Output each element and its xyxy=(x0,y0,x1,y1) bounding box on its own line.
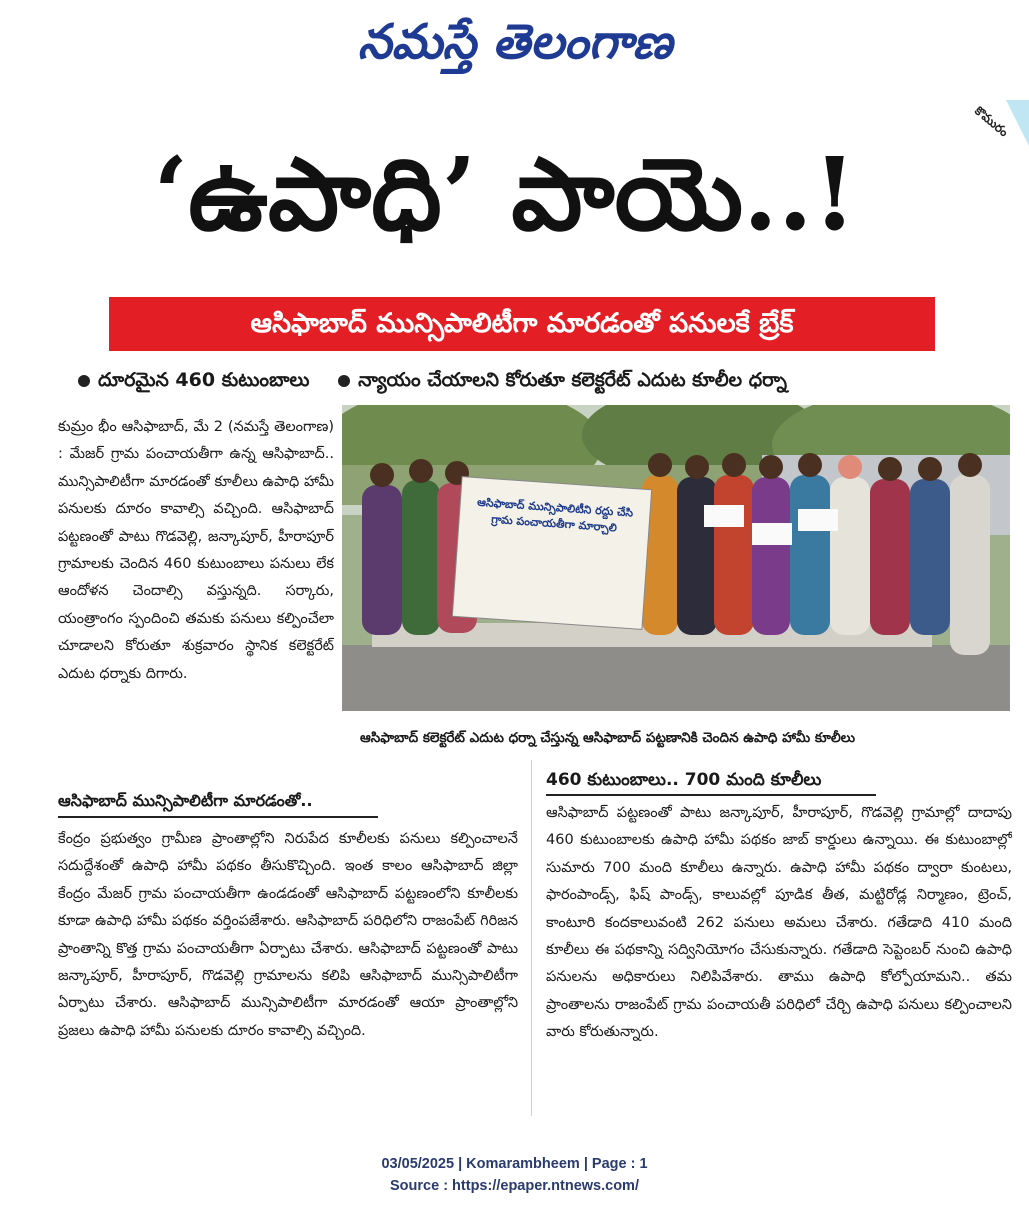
section-heading: 460 కుటుంబాలు.. 700 మంది కూలీలు xyxy=(546,766,876,796)
photo-banner-text: ఆసిఫాబాద్ మున్సిపాలిటీని రద్దు చేసి గ్రామ పంచాయతీగా మార్చాలి xyxy=(476,495,634,535)
bullet-item: దూరమైన 460 కుటుంబాలు xyxy=(78,362,309,398)
photo-caption: ఆసిఫాబాద్ కలెక్టరేట్ ఎదుట ధర్నా చేస్తున్న ఆసిఫాబాద్ పట్టణానికి చెందిన ఉపాధి హామీ కూలీలు xyxy=(360,730,856,746)
section-body: కేంద్రం ప్రభుత్వం గ్రామీణ ప్రాంతాల్లోని నిరుపేద కూలీలకు పనులు కల్పించాలనే సదుద్దేశంతో ఉపాధి హామీ పథకం తీసుకొచ్చింది. ఇంత కాలం ఆసిఫాబాద్ జిల్లా కేంద్రం మేజర్ గ్రామ పంచాయతీగా ఉండడంతో ఆసిఫాబాద్ పట్టణంలోని కూలీలకు కూడా ఉపాధి హామీ పథకం వర్తింపజేశారు. ఆసిఫాబాద్ పరిధిలోని రాజంపేట్ గిరిజన ప్రాంతాన్ని కొత్త గ్రామ పంచాయతీగా ఏర్పాటు చేశారు. ఆసిఫాబాద్ పట్టణంతో పాటు జన్కాపూర్, హీరాపూర్, గొడవెల్లి గ్రామాలను కలిపి ఆసిఫాబాద్ మున్సిపాలిటీగా ఏర్పాటు చేశారు. ఆసిఫాబాద్ మున్సిపాలిటీగా మారడంతో ఆయా ప్రాంతాల్లోని ప్రజలు ఉపాధి హామీ పనులకు దూరం కావాల్సి వచ్చింది. xyxy=(58,831,518,1039)
section-body: ఆసిఫాబాద్ పట్టణంతో పాటు జన్కాపూర్, హీరాపూర్, గొడవెల్లి గ్రామాల్లో దాదాపు 460 కుటుంబాలకు ఉపాధి హామీ పథకం జాబ్ కార్డులు ఉన్నాయి. ఈ కుటుంబాల్లో సుమారు 700 మంది కూలీలు ఉన్నారు. ఉపాధి హామీ పథకం ద్వారా కుంటలు, ఫారంపాండ్స్, ఫిష్ పాండ్స్, కాలువల్లో పూడిక తీత, మట్టిరోడ్ల నిర్మాణం, ట్రెంచ్, కాంటూరి కందకాలువంటి 262 పనులు అమలు చేశారు. గతేడాది 410 మంది కూలీలు ఈ పథకాన్ని సద్వినియోగం చేసుకున్నారు. గతేడాది సెప్టెంబర్ నుంచి ఉపాధి పనులను అధికారులు నిలిపివేశారు. తాము ఉపాధి కోల్పోయామని.. తమ ప్రాంతాలను రాజంపేట్ గ్రామ పంచాయతీ పరిధిలో చేర్చి ఉపాధి పనులు కల్పించాలని వారు కోరుతున్నారు. xyxy=(546,805,1012,1041)
bullet-item: న్యాయం చేయాలని కోరుతూ కలెక్టరేట్ ఎదుట కూలీల ధర్నా xyxy=(338,362,787,398)
side-tab xyxy=(966,100,1029,160)
lead-paragraph: కుమ్రం భీం ఆసిఫాబాద్, మే 2 (నమస్తే తెలంగాణ) : మేజర్ గ్రామ పంచాయతీగా ఉన్న ఆసిఫాబాద్.. మున్సిపాలిటీగా మారడంతో కూలీలు ఉపాధి హామీ పనులకు దూరం కావాల్సి వచ్చింది. ఆసిఫాబాద్ పట్టణంతో పాటు గొడవెల్లి, జన్కాపూర్, హీరాపూర్ గ్రామాలకు చెందిన 460 కుటుంబాలు పనులు లేక ఆందోళన చెందాల్సి వస్తున్నది. సర్కారు, యంత్రాంగం స్పందించి తమకు పనులు కల్పించేలా చూడాలని కోరుతూ శుక్రవారం స్థానిక కలెక్టరేట్ ఎదుట ధర్నాకు దిగారు. xyxy=(58,419,334,682)
masthead-name: నమస్తే తెలంగాణ xyxy=(357,14,673,70)
headline: ‘ఉపాధి’ పాయె..! xyxy=(153,135,857,253)
masthead-logo xyxy=(300,4,730,74)
footer-source: Source : https://epaper.ntnews.com/ xyxy=(390,1178,639,1194)
highlight-bullets xyxy=(78,362,998,398)
footer-dateline: 03/05/2025 | Komarambheem | Page : 1 xyxy=(381,1156,648,1172)
protest-photo xyxy=(342,405,1010,711)
sub-headline-banner: ఆసిఫాబాద్ మున్సిపాలిటీగా మారడంతో పనులకే బ్రేక్ xyxy=(109,297,935,351)
bullet-dot-icon xyxy=(338,375,350,387)
section-heading: ఆసిఫాబాద్ మున్సిపాలిటీగా మారడంతో.. xyxy=(58,786,378,818)
side-tab-label: కొమురం xyxy=(972,103,1011,140)
bullet-dot-icon xyxy=(78,375,90,387)
column-divider xyxy=(531,760,532,1116)
